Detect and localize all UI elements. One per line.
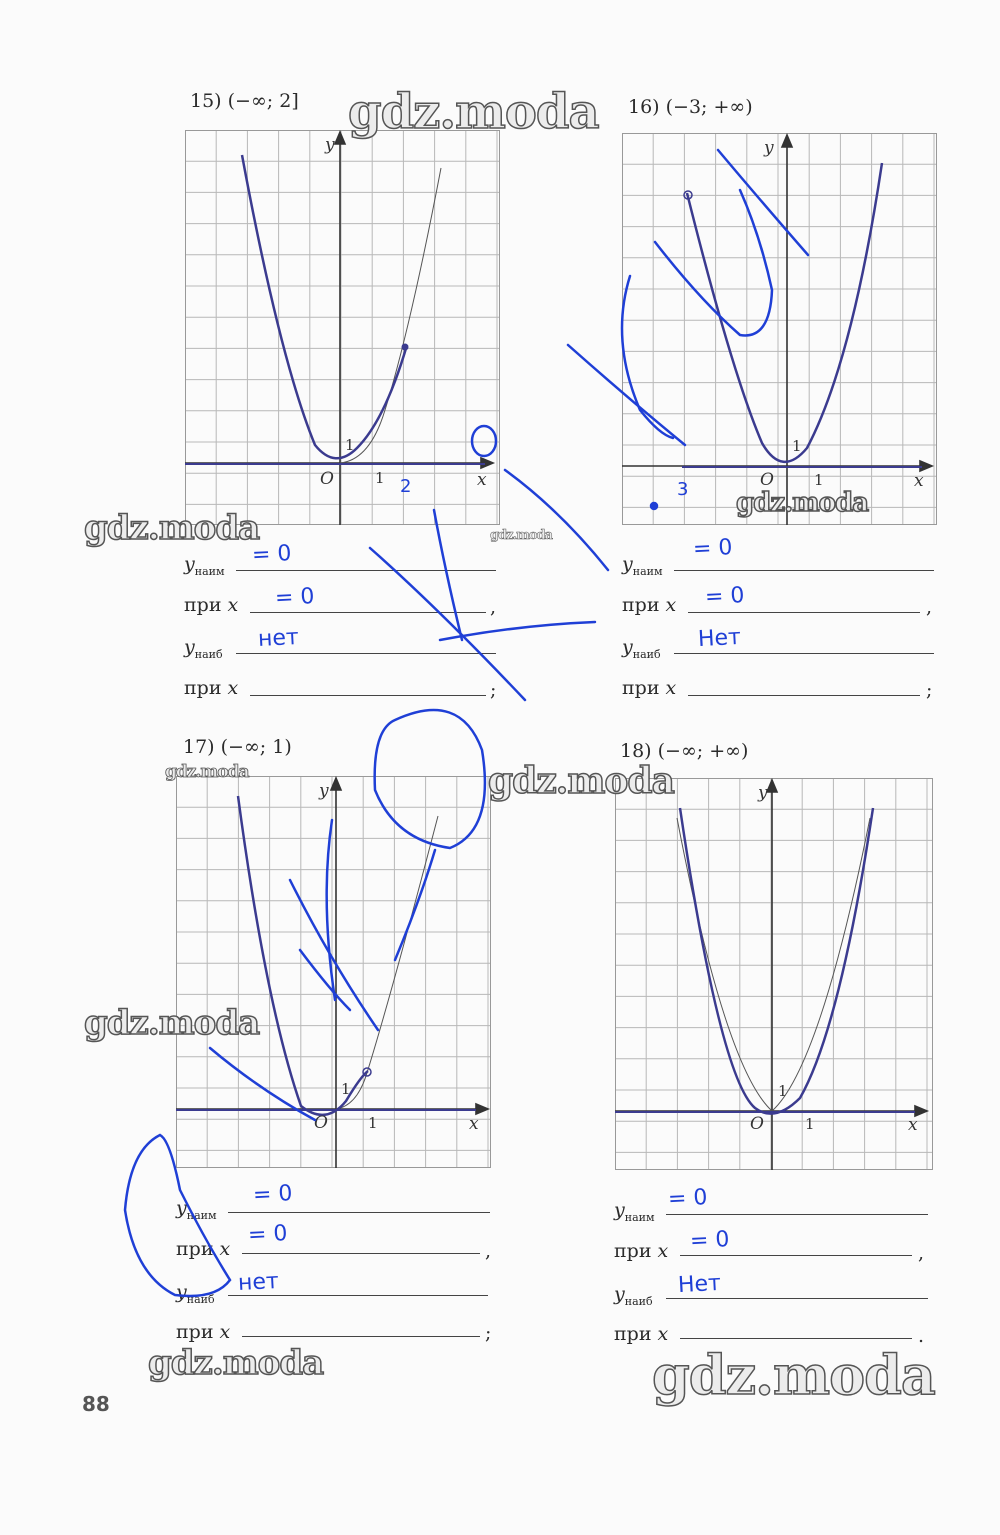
- watermark-left-2: gdz.moda: [84, 1003, 260, 1043]
- p17-atx2-label: при x: [176, 1321, 231, 1343]
- p18-ymax-label: $y_{наиб}$: [614, 1283, 653, 1308]
- p17-atx1-answer: = 0: [247, 1220, 289, 1249]
- p16-atx1-answer: = 0: [704, 582, 746, 611]
- p16-comma: ,: [926, 596, 933, 618]
- p17-atx1-label: при x: [176, 1238, 231, 1260]
- problem-18-title: 18) (−∞; +∞): [620, 740, 749, 762]
- watermark-center: gdz.moda: [488, 760, 674, 802]
- p18-period: .: [918, 1325, 925, 1347]
- x-label-18: x: [908, 1115, 918, 1135]
- handwritten-tick-16: 3: [677, 479, 689, 500]
- y-one-label-18: 1: [778, 1082, 788, 1100]
- p16-ymin-answer: = 0: [692, 534, 734, 563]
- p15-ymin-answer: = 0: [251, 540, 293, 569]
- y-one-label-15: 1: [345, 436, 355, 454]
- p18-atx1-label: при x: [614, 1240, 669, 1262]
- p16-ymax-answer: Нет: [697, 624, 742, 653]
- x-label-15: x: [477, 470, 487, 490]
- watermark-tiny: gdz.moda: [490, 528, 553, 543]
- p17-semicolon: ;: [485, 1322, 492, 1344]
- y-label-16: y: [764, 138, 774, 158]
- p18-ymin-answer: = 0: [667, 1184, 709, 1213]
- page-number: 88: [82, 1392, 110, 1416]
- watermark-small-left: gdz.moda: [165, 762, 249, 782]
- p17-ymin-label: $y_{наим}$: [176, 1197, 217, 1222]
- y-label-17: y: [319, 781, 329, 801]
- p18-ymax-answer: Нет: [677, 1270, 722, 1299]
- watermark-bottom-right: gdz.moda: [652, 1343, 935, 1407]
- p16-atx2-label: при x: [622, 677, 677, 699]
- x-one-label-15: 1: [375, 469, 385, 487]
- origin-label-15: O: [320, 469, 334, 489]
- y-one-label-16: 1: [792, 437, 802, 455]
- watermark-right-small: gdz.moda: [736, 488, 869, 518]
- p18-ymin-label: $y_{наим}$: [614, 1199, 655, 1224]
- x-one-label-17: 1: [368, 1114, 378, 1132]
- handwritten-tick-15: 2: [400, 476, 412, 497]
- y-label-18: y: [758, 783, 768, 803]
- p16-ymin-label: $y_{наим}$: [622, 553, 663, 578]
- problem-16-title: 16) (−3; +∞): [628, 96, 753, 118]
- problem-15-title: 15) (−∞; 2]: [190, 90, 299, 112]
- p18-atx1-answer: = 0: [689, 1226, 731, 1255]
- p15-ymin-label: $y_{наим}$: [184, 553, 225, 578]
- p18-comma: ,: [918, 1242, 925, 1264]
- x-label-16: x: [914, 471, 924, 491]
- p18-atx2-label: при x: [614, 1323, 669, 1345]
- problem-17-title: 17) (−∞; 1): [183, 736, 292, 758]
- p16-semicolon: ;: [926, 679, 933, 701]
- watermark-top-center: gdz.moda: [348, 84, 599, 140]
- p15-atx1-answer: = 0: [274, 583, 316, 612]
- p16-atx1-label: при x: [622, 594, 677, 616]
- origin-label-16: O: [760, 470, 774, 490]
- x-one-label-16: 1: [814, 471, 824, 489]
- y-label-15: y: [325, 135, 335, 155]
- p15-atx2-label: при x: [184, 677, 239, 699]
- origin-label-17: O: [314, 1113, 328, 1133]
- p15-ymax-answer: нет: [257, 624, 300, 653]
- p17-ymax-answer: нет: [237, 1268, 280, 1297]
- p15-semicolon: ;: [490, 679, 497, 701]
- p15-ymax-label: $y_{наиб}$: [184, 636, 223, 661]
- p17-comma: ,: [485, 1240, 492, 1262]
- p17-ymax-label: $y_{наиб}$: [176, 1281, 215, 1306]
- p16-ymax-label: $y_{наиб}$: [622, 636, 661, 661]
- p15-comma: ,: [490, 596, 497, 618]
- y-one-label-17: 1: [341, 1080, 351, 1098]
- p15-atx1-label: при x: [184, 594, 239, 616]
- x-one-label-18: 1: [805, 1115, 815, 1133]
- p17-ymin-answer: = 0: [252, 1180, 294, 1209]
- watermark-bottom-left: gdz.moda: [148, 1343, 324, 1383]
- watermark-left-1: gdz.moda: [84, 508, 260, 548]
- origin-label-18: O: [750, 1114, 764, 1134]
- x-label-17: x: [469, 1114, 479, 1134]
